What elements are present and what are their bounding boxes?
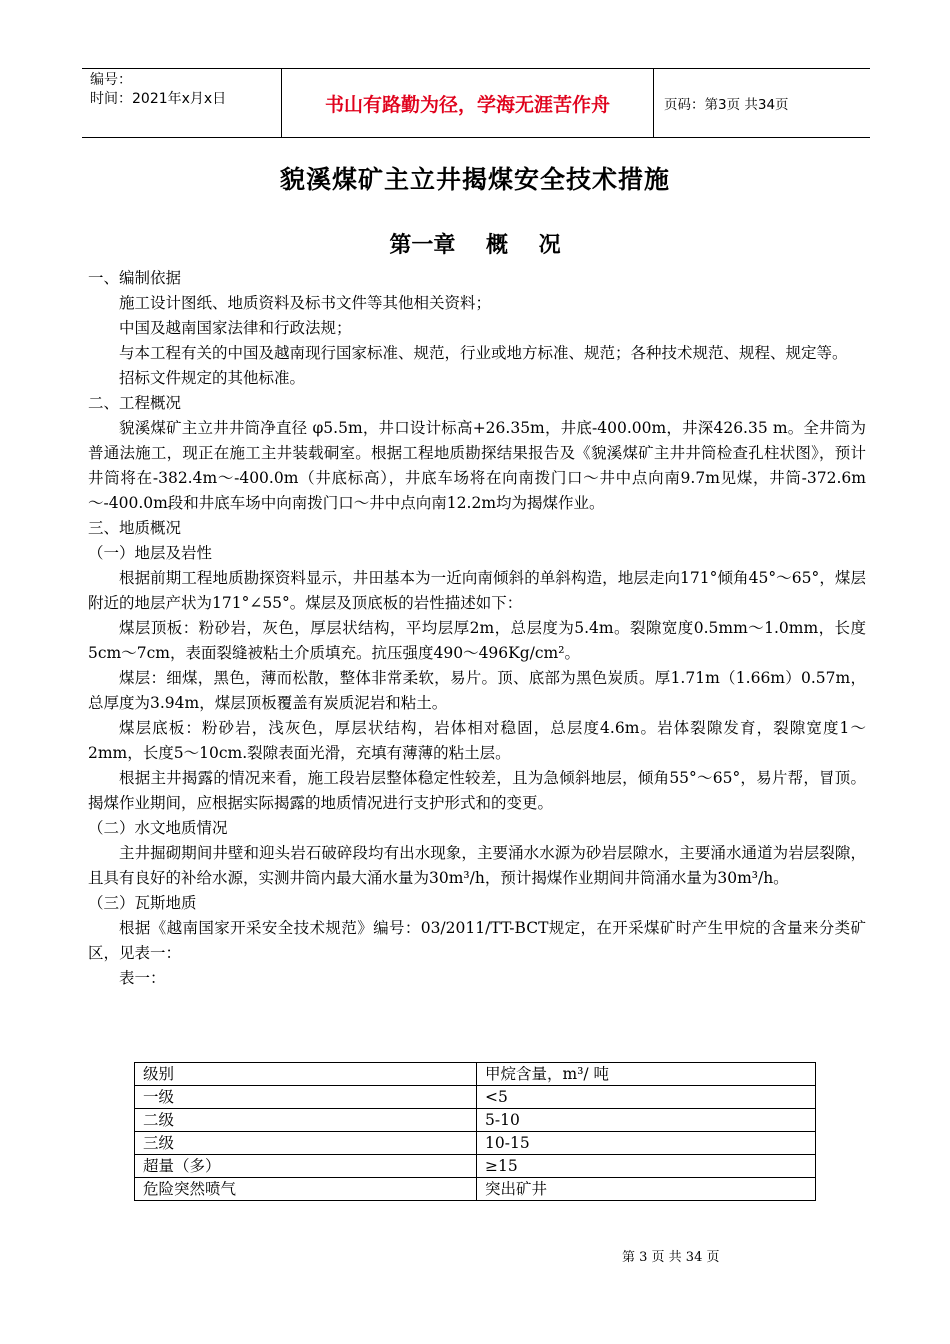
paragraph: 根据主井揭露的情况来看，施工段岩层整体稳定性较差，且为急倾斜地层，倾角55°～65°，易片帮，冒顶。揭煤作业期间，应根据实际揭露的地质情况进行支护形式和的变更。 (88, 769, 866, 812)
table-cell: <5 (477, 1086, 816, 1109)
paragraph: 中国及越南国家法律和行政法规； (119, 319, 352, 337)
table-cell: 三级 (135, 1132, 477, 1155)
chapter-heading: 第一章 概 况 (389, 233, 561, 258)
section-heading: 一、编制依据 (88, 269, 182, 287)
paragraph: 煤层：细煤，黑色，薄而松散，整体非常柔软，易片。顶、底部为黑色炭质。厚1.71m（1.66m）0.57m，总厚度为3.94m，煤层顶板覆盖有炭质泥岩和粘土。 (88, 669, 866, 712)
paragraph: 招标文件规定的其他标准。 (119, 369, 306, 387)
header-meta (82, 69, 282, 137)
paragraph: 与本工程有关的中国及越南现行国家标准、规范，行业或地方标准、规范；各种技术规范、规程、规定等。 (119, 344, 848, 362)
table-row (135, 1178, 816, 1201)
time-label: 时间：2021年x月x日 (90, 91, 227, 107)
table-cell: 危险突然喷气 (135, 1178, 477, 1201)
table-row (135, 1132, 816, 1155)
table-caption: 表一： (119, 969, 166, 987)
paragraph: 貌溪煤矿主立井井筒净直径 φ5.5m，井口设计标高+26.35m，井底-400.00m，井深426.35 m。全井筒为普通法施工，现正在施工主井装载硐室。根据工程地质勘探结果报告及《貌溪煤矿主井井筒检查孔柱状图》，预计井筒将在-382.4m～-400.0m（井底标高），井底车场将在向南拨门口～井中点向南9.7m见煤，井筒-372.6m～-400.0m段和井底车场中向南拨门口～井中点向南12.2m均为揭煤作业。 (88, 419, 866, 512)
table-row (135, 1155, 816, 1178)
table-cell: ≥15 (477, 1155, 816, 1178)
code-label: 编号： (90, 72, 132, 88)
paragraph: 根据《越南国家开采安全技术规范》编号：03/2011/TT-BCT规定，在开采煤矿时产生甲烷的含量来分类矿区，见表一： (88, 919, 866, 962)
table-header-cell: 甲烷含量，m³/ 吨 (477, 1063, 816, 1086)
subsection-heading: （三）瓦斯地质 (88, 894, 197, 912)
paragraph: 煤层底板：粉砂岩，浅灰色，厚层状结构，岩体相对稳固，总层度4.6m。岩体裂隙发育，裂隙宽度1～2mm，长度5～10cm.裂隙表面光滑，充填有薄薄的粘土层。 (88, 719, 866, 762)
subsection-heading: （一）地层及岩性 (88, 544, 213, 562)
header-page-info: 页码：第3页 共34页 (664, 97, 789, 113)
section-heading: 二、工程概况 (88, 394, 182, 412)
table-header-cell: 级别 (135, 1063, 477, 1086)
page-footer: 第 3 页 共 34 页 (622, 1250, 720, 1265)
table-cell: 超量（多） (135, 1155, 477, 1178)
page-header (82, 68, 870, 138)
subsection-heading: （二）水文地质情况 (88, 819, 228, 837)
table-cell: 5-10 (477, 1109, 816, 1132)
paragraph: 根据前期工程地质勘探资料显示，井田基本为一近向南倾斜的单斜构造，地层走向171°倾角45°～65°，煤层附近的地层产状为171°∠55°。煤层及顶底板的岩性描述如下： (88, 569, 866, 612)
methane-classification-table (134, 1062, 816, 1201)
document-title: 貌溪煤矿主立井揭煤安全技术措施 (279, 165, 670, 194)
table-cell: 一级 (135, 1086, 477, 1109)
table-row (135, 1109, 816, 1132)
section-heading: 三、地质概况 (88, 519, 182, 537)
header-motto: 书山有路勤为径，学海无涯苦作舟 (282, 69, 654, 137)
paragraph: 主井掘砌期间井壁和迎头岩石破碎段均有出水现象，主要涌水水源为砂岩层隙水，主要涌水通道为岩层裂隙，且具有良好的补给水源，实测井筒内最大涌水量为30m³/h，预计揭煤作业期间井筒涌水量为30m³/h。 (88, 844, 866, 887)
paragraph: 煤层顶板：粉砂岩，灰色，厚层状结构，平均层厚2m，总层度为5.4m。裂隙宽度0.5mm～1.0mm，长度5cm～7cm，表面裂缝被粘土介质填充。抗压强度490～496Kg/cm²。 (88, 619, 866, 662)
table-row (135, 1086, 816, 1109)
table-cell: 10-15 (477, 1132, 816, 1155)
table-cell: 突出矿井 (477, 1178, 816, 1201)
document-body (88, 266, 866, 991)
table-cell: 二级 (135, 1109, 477, 1132)
table-header-row (135, 1063, 816, 1086)
paragraph: 施工设计图纸、地质资料及标书文件等其他相关资料； (119, 294, 492, 312)
